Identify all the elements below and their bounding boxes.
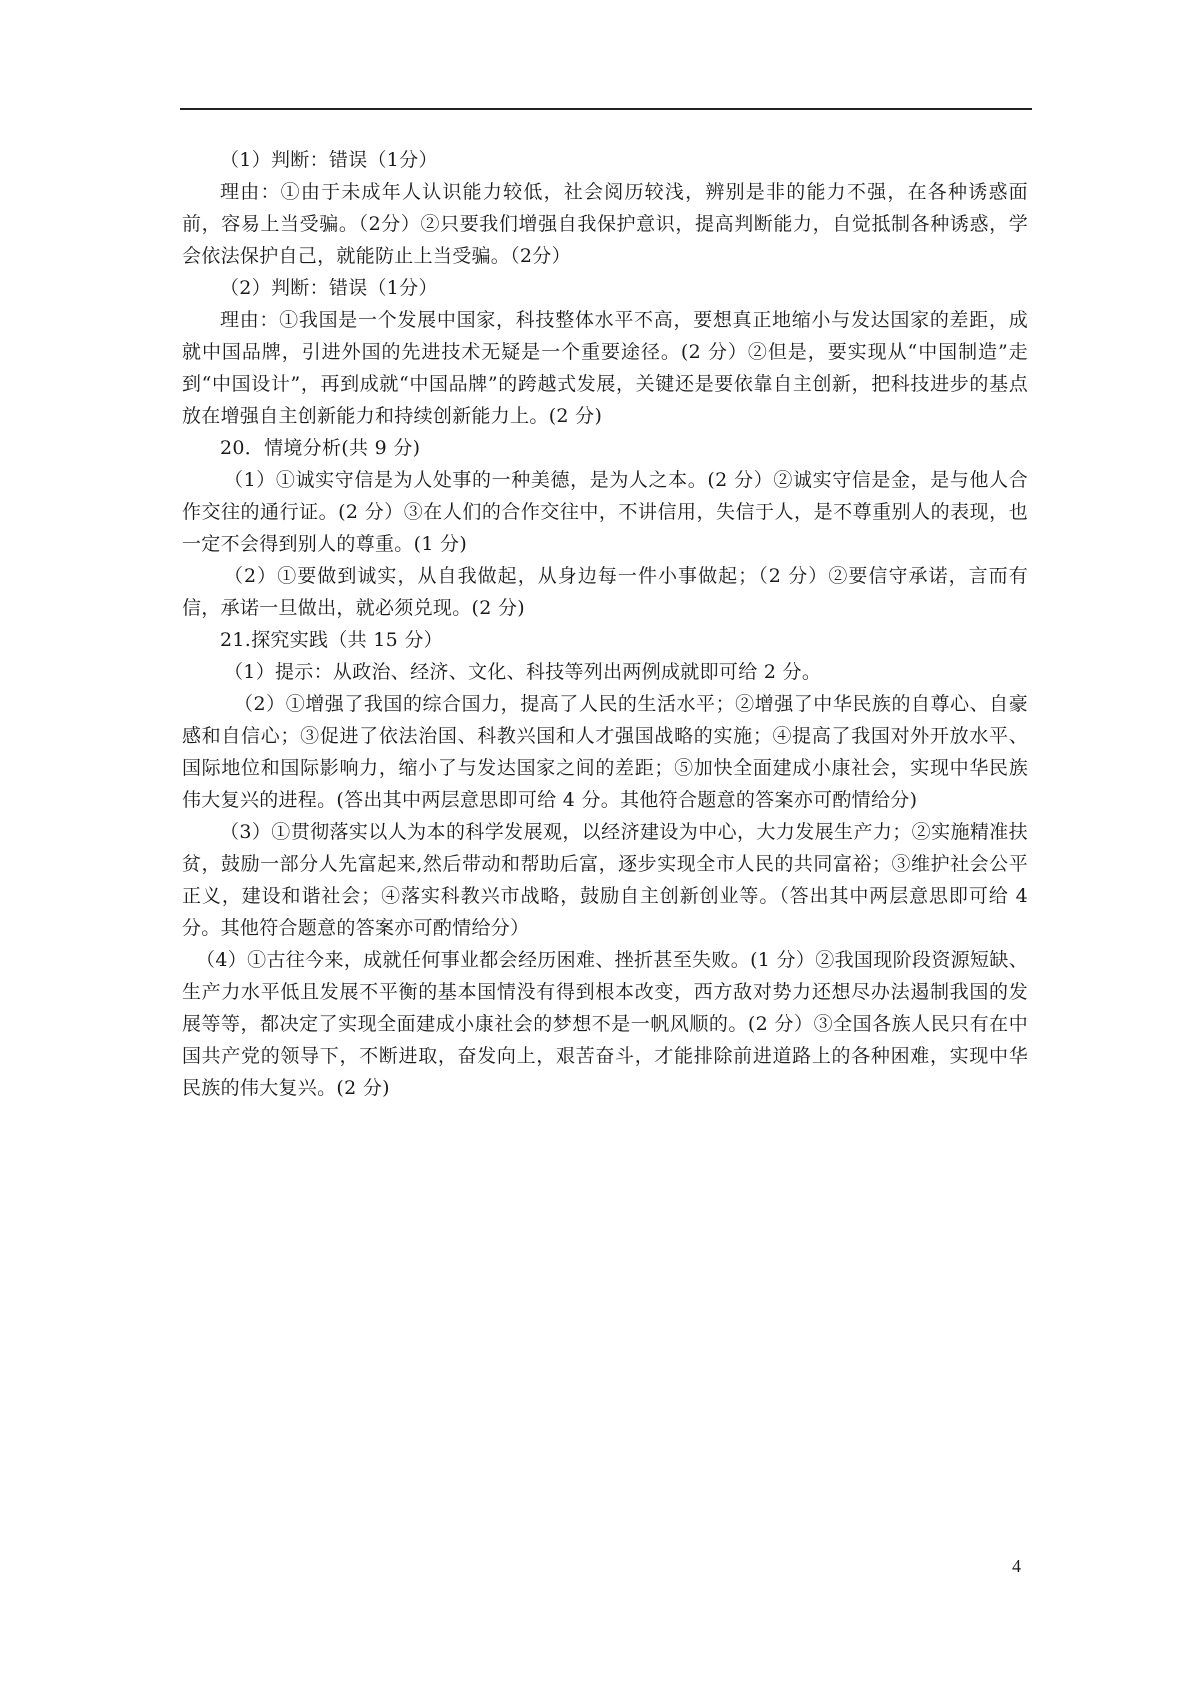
header-rule: [180, 108, 1032, 110]
section-21-answer-3: （3）①贯彻落实以人为本的科学发展观，以经济建设为中心，大力发展生产力；②实施精准扶贫，鼓励一部分人先富起来,然后带动和帮助后富，逐步实现全市人民的共同富裕；③维护社会公平正义，建设和谐社会；④落实科教兴市战略，鼓励自主创新创业等。（答出其中两层意思即可给 4 分。其他符合题意的答案亦可酌情给分）: [182, 821, 1028, 939]
q1-judgment: （1）判断：错误（1分）: [220, 149, 438, 171]
q2-reason: 理由：①我国是一个发展中国家，科技整体水平不高，要想真正地缩小与发达国家的差距，成就中国品牌，引进外国的先进技术无疑是一个重要途径。(2 分）②但是，要实现从“中国制造”走到“中国设计”，再到成就“中国品牌”的跨越式发展，关键还是要依靠自主创新，把科技进步的基点放在增强自主创新能力和持续创新能力上。(2 分): [182, 309, 1028, 427]
section-21-answer-2: （2）①增强了我国的综合国力，提高了人民的生活水平；②增强了中华民族的自尊心、自豪感和自信心；③促进了依法治国、科教兴国和人才强国战略的实施；④提高了我国对外开放水平、国际地位和国际影响力，缩小了与发达国家之间的差距；⑤加快全面建成小康社会，实现中华民族伟大复兴的进程。(答出其中两层意思即可给 4 分。其他符合题意的答案亦可酌情给分): [182, 693, 1028, 811]
page-number: 4: [1012, 1556, 1021, 1576]
section-21-answer-1: （1）提示：从政治、经济、文化、科技等列出两例成就即可给 2 分。: [224, 661, 822, 683]
section-21-heading: 21.探究实践（共 15 分）: [220, 629, 443, 651]
section-20-heading: 20．情境分析(共 9 分): [220, 437, 421, 459]
section-21-answer-4: （4）①古往今来，成就任何事业都会经历困难、挫折甚至失败。(1 分）②我国现阶段资源短缺、生产力水平低且发展不平衡的基本国情没有得到根本改变，西方敌对势力还想尽办法遏制我国的发展等等，都决定了实现全面建成小康社会的梦想不是一帆风顺的。(2 分）③全国各族人民只有在中国共产党的领导下，不断进取，奋发向上，艰苦奋斗，才能排除前进道路上的各种困难，实现中华民族的伟大复兴。(2 分): [182, 949, 1028, 1099]
answer-content: [182, 144, 1028, 1104]
q1-reason: 理由：①由于未成年人认识能力较低，社会阅历较浅，辨别是非的能力不强，在各种诱惑面前，容易上当受骗。（2分）②只要我们增强自我保护意识，提高判断能力，自觉抵制各种诱惑，学会依法保护自己，就能防止上当受骗。（2分）: [182, 181, 1028, 267]
section-20-answer-1: （1）①诚实守信是为人处事的一种美德，是为人之本。(2 分）②诚实守信是金，是与他人合作交往的通行证。(2 分）③在人们的合作交往中，不讲信用，失信于人，是不尊重别人的表现，也一定不会得到别人的尊重。(1 分): [182, 469, 1028, 555]
section-20-answer-2: （2）①要做到诚实，从自我做起，从身边每一件小事做起；（2 分）②要信守承诺，言而有信，承诺一旦做出，就必须兑现。(2 分): [182, 565, 1028, 619]
q2-judgment: （2）判断：错误（1分）: [220, 277, 438, 299]
